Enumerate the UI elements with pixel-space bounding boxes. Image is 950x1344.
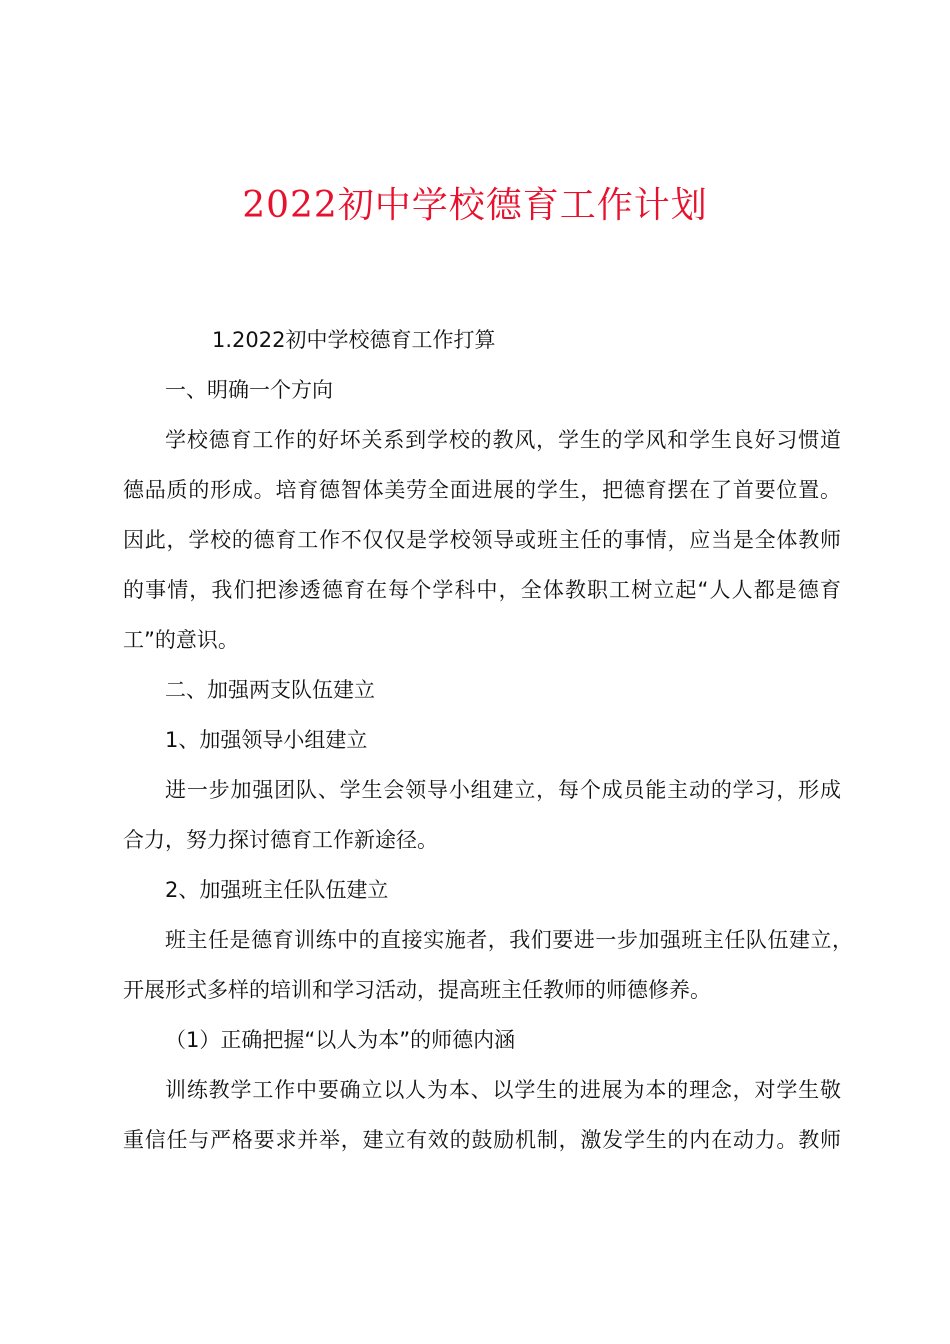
- paragraph-line: 合力，努力探讨德育工作新途径。: [123, 828, 438, 852]
- document-title: 2022初中学校德育工作计划: [242, 185, 708, 226]
- paragraph-line: 因此，学校的德育工作不仅仅是学校领导或班主任的事情，应当是全体教师: [123, 528, 841, 552]
- paragraph-line: 的事情，我们把渗透德育在每个学科中，全体教职工树立起“人人都是德育: [123, 578, 841, 602]
- subsection-heading: 1、加强领导小组建立: [165, 728, 368, 752]
- section-heading: 二、加强两支队伍建立: [165, 678, 375, 702]
- paragraph-line: 工”的意识。: [123, 628, 239, 652]
- paragraph-line: 进一步加强团队、学生会领导小组建立，每个成员能主动的学习，形成: [165, 778, 841, 802]
- subsection-heading: 2、加强班主任队伍建立: [165, 878, 389, 902]
- paragraph-line: 重信任与严格要求并举，建立有效的鼓励机制，激发学生的内在动力。教师: [123, 1128, 841, 1152]
- paragraph-line: 开展形式多样的培训和学习活动，提高班主任教师的师德修养。: [123, 978, 711, 1002]
- paragraph-line: 德品质的形成。培育德智体美劳全面进展的学生，把德育摆在了首要位置。: [123, 478, 841, 502]
- section-heading: 一、明确一个方向: [165, 378, 333, 402]
- section-heading: 1.2022初中学校德育工作打算: [212, 328, 496, 352]
- paragraph-line: 班主任是德育训练中的直接实施者，我们要进一步加强班主任队伍建立，: [165, 928, 853, 952]
- list-item-heading: （1）正确把握“以人为本”的师德内涵: [165, 1028, 516, 1052]
- paragraph-line: 学校德育工作的好坏关系到学校的教风，学生的学风和学生良好习惯道: [165, 428, 841, 452]
- paragraph-line: 训练教学工作中要确立以人为本、以学生的进展为本的理念，对学生敬: [165, 1078, 841, 1102]
